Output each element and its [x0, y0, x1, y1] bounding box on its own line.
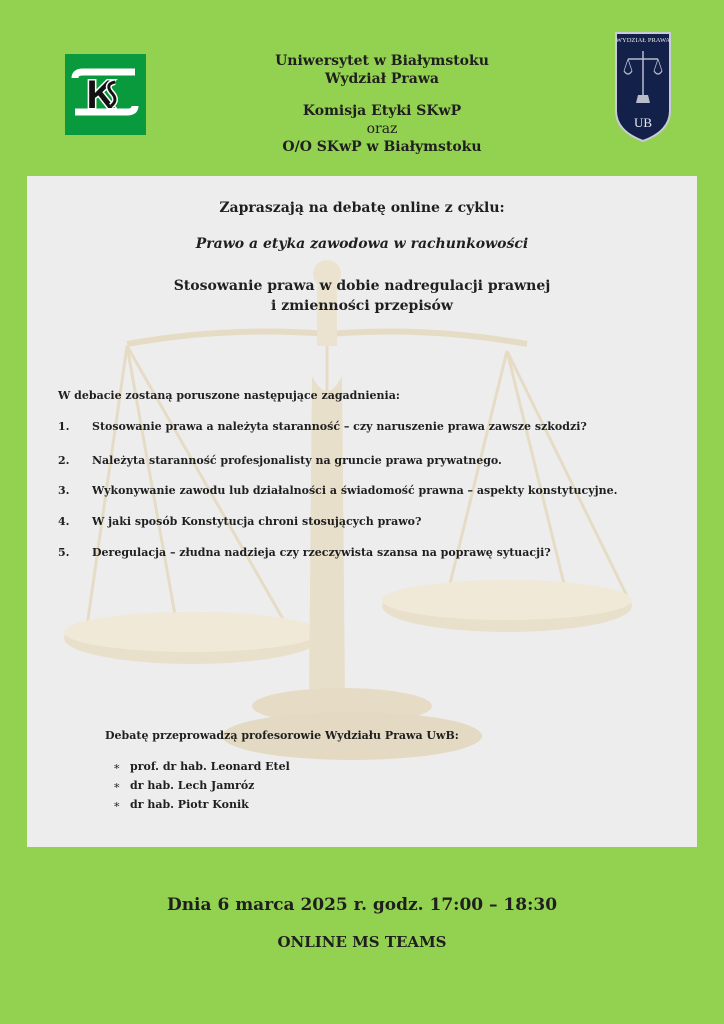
- university-name: Uniwersytet w Białymstoku: [275, 53, 489, 69]
- issue-number: 4.: [58, 515, 70, 528]
- issue-item: [58, 420, 587, 433]
- issue-text: Deregulacja – złudna nadzieja czy rzeczywista szansa na poprawę sytuacji?: [92, 546, 551, 559]
- professor-name: dr hab. Piotr Konik: [130, 798, 249, 811]
- issue-text: Należyta staranność profesjonalisty na gruncie prawa prywatnego.: [92, 454, 502, 467]
- issue-item: [58, 454, 502, 467]
- issue-text: W jaki sposób Konstytucja chroni stosujących prawo?: [92, 515, 422, 528]
- professor-item: [113, 760, 290, 773]
- crest-monogram: UB: [633, 115, 653, 130]
- organizers-header: [200, 52, 564, 156]
- debate-topic-line-2: i zmienności przepisów: [271, 298, 453, 314]
- issue-number: 5.: [58, 546, 70, 559]
- faculty-crest-logo: [614, 31, 672, 143]
- event-platform: ONLINE MS TEAMS: [277, 933, 447, 951]
- debate-topic-line-1: Stosowanie prawa w dobie nadregulacji prawnej: [173, 278, 551, 294]
- issues-intro: W debacie zostaną poruszone następujące zagadnienia:: [58, 389, 400, 402]
- debate-topic: [27, 276, 697, 316]
- issue-text: Wykonywanie zawodu lub działalności a świadomość prawna – aspekty konstytucyjne.: [92, 484, 618, 497]
- invitation-text: Zapraszają na debatę online z cyklu:: [219, 200, 505, 216]
- bullet-icon: ∗: [113, 760, 121, 773]
- issue-item: [58, 484, 617, 497]
- issue-item: [58, 515, 421, 528]
- branch-name: O/O SKwP w Białymstoku: [282, 139, 482, 155]
- skwp-logo: [65, 54, 146, 135]
- bullet-icon: ∗: [113, 798, 121, 811]
- skwp-logo-mark: [65, 54, 146, 135]
- crest-top-text: WYDZIAŁ PRAWA: [615, 37, 671, 44]
- issue-number: 3.: [58, 484, 70, 497]
- issue-number: 2.: [58, 454, 70, 467]
- content-panel: [27, 176, 697, 847]
- cycle-title: Prawo a etyka zawodowa w rachunkowości: [195, 236, 529, 252]
- skwp-logo-letters: K: [86, 73, 116, 117]
- issue-number: 1.: [58, 420, 70, 433]
- event-date: Dnia 6 marca 2025 r. godz. 17:00 – 18:30: [166, 895, 558, 915]
- bullet-icon: ∗: [113, 779, 121, 792]
- professor-item: [113, 779, 254, 792]
- commission-name: Komisja Etyki SKwP: [302, 103, 462, 119]
- faculty-crest-icon: [614, 31, 672, 143]
- professor-item: [113, 798, 249, 811]
- conjunction-text: oraz: [366, 121, 398, 137]
- issue-item: [58, 546, 551, 559]
- professor-name: prof. dr hab. Leonard Etel: [130, 760, 290, 773]
- professor-name: dr hab. Lech Jamróz: [130, 779, 255, 792]
- issue-text: Stosowanie prawa a należyta staranność – czy naruszenie prawa zawsze szkodzi?: [92, 420, 587, 433]
- moderators-intro: Debatę przeprowadzą profesorowie Wydziału Prawa UwB:: [105, 729, 459, 742]
- faculty-name: Wydział Prawa: [324, 71, 440, 87]
